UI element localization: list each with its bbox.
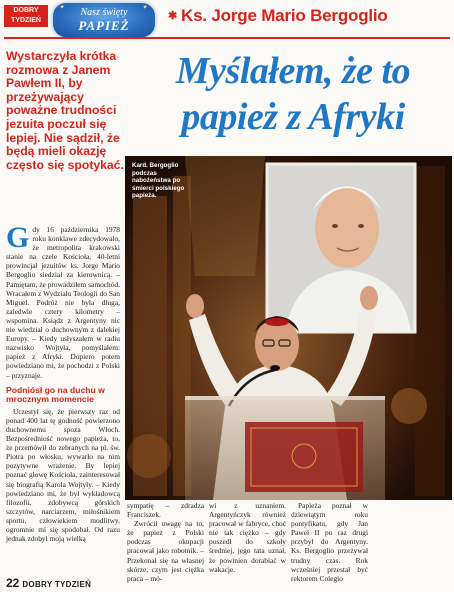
photo-caption: Kard. Bergoglio podczas nabożeństwa po śmierci polskiego papieża. — [132, 162, 185, 200]
paragraph-c2b: Zwrócił uwagę na to, że papież z Polski podczas okupacji pracował jako robotnik. – Przekonał się na własnej skórze, czym jest ciężka praca – mó- — [127, 519, 204, 583]
badge-line1: Nasz święty — [80, 7, 128, 18]
title-line1: Myślałem, że to — [175, 50, 411, 92]
article-column-2 — [127, 501, 204, 583]
section-subheading: Podniósł go na duchu w mrocznym momencie — [6, 384, 105, 405]
series-badge — [52, 2, 156, 38]
page-footer — [6, 574, 91, 588]
photo-illustration — [125, 156, 452, 500]
main-photo — [125, 156, 452, 500]
star-icon: ✦ — [59, 5, 65, 11]
paragraph-2: Uczestył się, że pierwszy raz od ponad 400 lat tę godność powierzono duchownemu spoza Włoch. Bezpośredniość nowego papieża, to, że przemówił do zebranych na pl. św. Piotra po włosku, wywarło na nim pozytywne wrażenie. By lepiej poznać głowę Kościoła, zainteresował się biografią Karola Wojtyły. – Kiedy powiedziano mi, że był wykładowcą filozofii, zdobywcą górskich szczytów, narciarzem, miłośnikiem sportu, człowiekiem modlitwy, ogromnie mi się spodobał. Od razu jednak zdobył moją wielką — [6, 406, 120, 544]
lead-text: Wystarczyła krótka rozmowa z Janem Pawłem II, by przeżywający poważne trudności jezuita poczuł się lepiej. Nie sądził, że będą mieli okazję często się spotykać. — [6, 49, 124, 172]
article-column-4 — [291, 501, 368, 583]
title-line2: papież z Afryki — [181, 96, 405, 138]
paragraph-c4: Papieża poznał w dziewiątym roku pontyfikatu, gdy Jan Paweł II po raz drugi przybył do Argentyny. Ks. Bergoglio przeżywał trudny czas. Rok wcześniej przestał być rektorem Colegio — [291, 501, 368, 583]
article-title — [134, 48, 452, 156]
star-icon: ✱ — [168, 10, 178, 22]
article-column-1 — [6, 221, 120, 544]
magazine-logo — [4, 5, 48, 27]
badge-line2: PAPIEŻ — [78, 18, 130, 33]
drop-cap: G — [6, 221, 30, 254]
page-number: 22 — [6, 576, 20, 590]
person-name: Ks. Jorge Mario Bergoglio — [181, 6, 388, 25]
logo-line2: TYDZIEŃ — [11, 17, 41, 24]
header-rule — [4, 37, 450, 39]
star-icon: ✦ — [141, 5, 147, 11]
article-column-3 — [209, 501, 286, 574]
paragraph-c3: wi z uznaniem. Argentyńczyk również pracował w fabryce, choć nie tak ciężko – gdy poszedł do szkoły średniej, jego tata uznał, że powinien dorabiać w wakacje. — [209, 501, 286, 574]
logo-line1: DOBRY — [13, 7, 39, 14]
person-name-header — [168, 6, 450, 30]
paragraph-1: dy 16 października 1978 roku konklawe zdecydowało, że metropolita krakowski stanie na czele Kościoła, 40-letni prowincjał jezuitów ks. Jorge Mario Bergoglio siedział za kierownicą. – Pamiętam, że prowadziłem samochód. Wracałem z Wydziału Teologii do San Miguel. Podróż nie była długa, zaledwie cztery kilometry – wspomina. Ksiądz z Argentyny nic nie wiedział o duchownym z dalekiej Europy. – Kiedy usłyszałem w radiu nazwisko Wojtyła, pomyślałem: papież z Afryki. Dopiero potem powiedziano mi, że pochodzi z Polski – przyznaje. — [6, 225, 120, 380]
footer-magazine-name: DOBRY TYDZIEŃ — [22, 580, 92, 589]
paragraph-c2a: sympatię – zdradza Franciszek. — [127, 501, 204, 520]
